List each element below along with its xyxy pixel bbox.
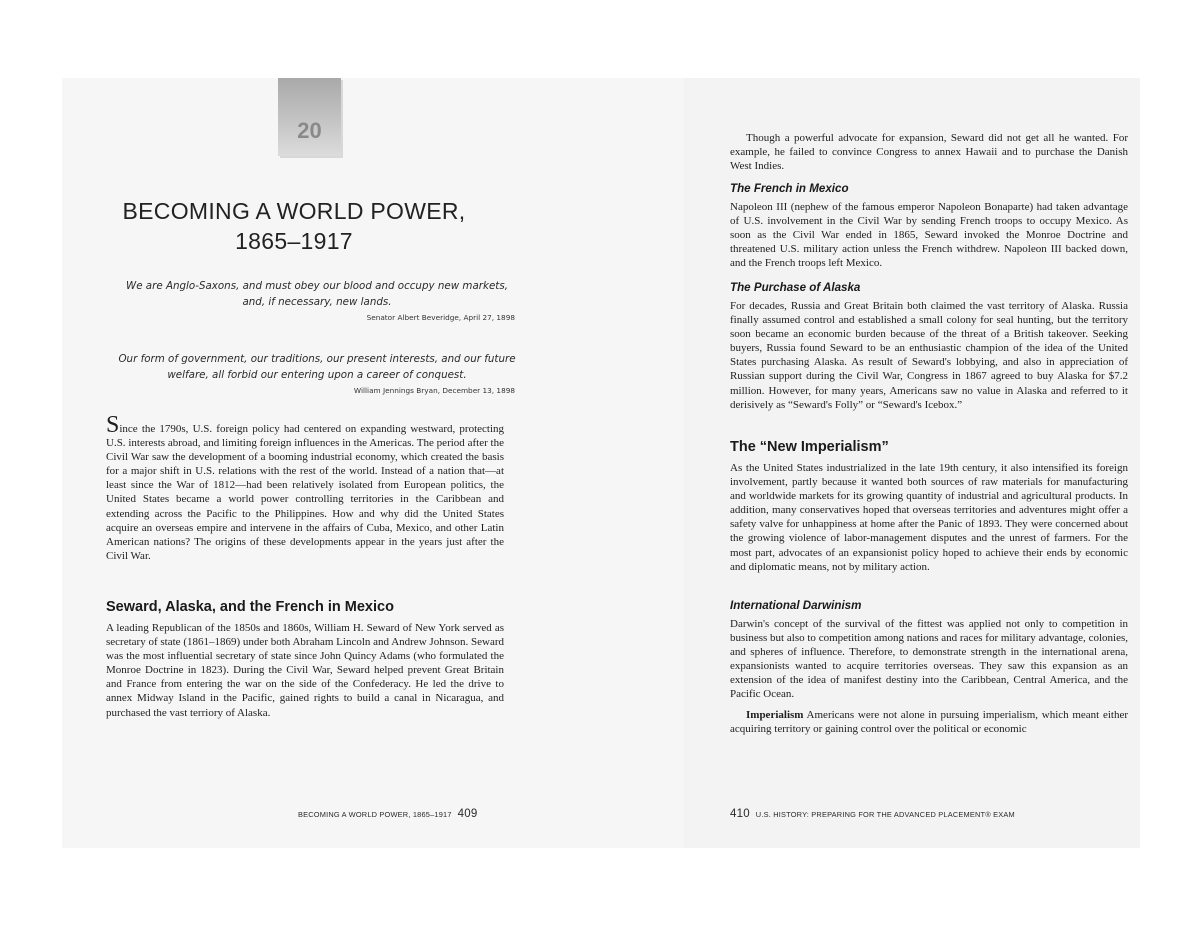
intro-paragraph-text: ince the 1790s, U.S. foreign policy had centered on expanding westward, protecting U.S. interests abroad, and limiting foreign influences in the Americas. The period after the Civil War saw the development of a booming industrial economy, which created the basis for a major shift in U.S. relations with the rest of the world. Instead of a nation that—at least since the War of 1812—had been relatively isolated from European politics, the United States became a world power controlling territories in the Caribbean and extending across the Pacific to the Philippines. How and why did the United States acquire an overseas empire and intervene in the affairs of Cuba, Mexico, and other Latin American nations? The origins of these developments appear in the years just after the Civil War.: [106, 423, 504, 562]
drop-cap: S: [106, 412, 120, 438]
epigraph-quote: Our form of government, our traditions, our present interests, and our future welfare, all forbid our entering upon a career of conquest.: [118, 353, 516, 381]
darwinism-paragraph: Darwin's concept of the survival of the fittest was applied not only to competition in business but also to competition among nations and races for military advantage, colonies, and spheres of influence. Therefore, to demonstrate strength in the international arena, expansionists wanted to acquire territories overseas. They saw this expansion as an extension of the idea of manifest destiny into the Caribbean, Central America, and the Pacific Ocean.: [730, 618, 1128, 701]
subheading-international-darwinism: International Darwinism: [730, 599, 862, 612]
chapter-title-line1: BECOMING A WORLD POWER,: [122, 198, 466, 224]
subheading-french-in-mexico: The French in Mexico: [730, 182, 849, 195]
book-spread: [62, 78, 1140, 848]
heading-new-imperialism: The “New Imperialism”: [730, 439, 889, 455]
running-footer-title: U.S. HISTORY: PREPARING FOR THE ADVANCED PLACEMENT® EXAM: [755, 810, 1015, 819]
chapter-number: 20: [297, 118, 322, 143]
page-number: 409: [457, 808, 478, 820]
seward-paragraph: A leading Republican of the 1850s and 1860s, William H. Seward of New York served as secretary of state (1861–1869) under both Abraham Lincoln and Andrew Johnson. Seward was the most influential secretary of state since John Quincy Adams (who formulated the Monroe Doctrine in 1823). During the Civil War, Seward helped prevent Great Britain and France from entering the war on the side of the Confederacy. He led the drive to annex Midway Island in the Pacific, gained rights to build a canal in Nicaragua, and purchased the vast terriory of Alaska.: [106, 622, 504, 719]
subheading-purchase-of-alaska: The Purchase of Alaska: [730, 281, 861, 294]
epigraph-beveridge: [117, 278, 517, 322]
page-number: 410: [730, 808, 750, 820]
left-page-footer: [298, 808, 483, 820]
epigraph-attribution: Senator Albert Beveridge, April 27, 1898: [366, 313, 515, 322]
imperialism-paragraph: As the United States industrialized in the late 19th century, it also intensified its foreign involvement, partly because it wanted both sources of raw materials for manufacturing and worldwide markets for its growing quantity of industrial and agricultural products. In addition, many conservatives hoped that overseas territories and adventures might offer a safety valve for unhappiness at home after the Panic of 1893. They were concerned about the growing violence of labor-management disputes and the unrest of farmers. For the most part, advocates of an expansionist policy hoped to achieve their ends by economic and diplomatic means, not by military action.: [730, 462, 1128, 573]
chapter-title: [82, 196, 506, 256]
chapter-number-tab: [278, 78, 341, 156]
epigraph-bryan: [117, 351, 517, 395]
french-paragraph: Napoleon III (nephew of the famous emperor Napoleon Bonaparte) had taken advantage of U.S. involvement in the Civil War by sending French troops to occupy Mexico. As soon as the Civil War ended in 1865, Seward invoked the Monroe Doctrine and threatened U.S. military action unless the French withdrew. Napoleon III backed down, and the French troops left Mexico.: [730, 201, 1128, 270]
intro-paragraph: [106, 412, 504, 563]
epigraph-quote: We are Anglo-Saxons, and must obey our blood and occupy new markets, and, if necessary, new lands.: [126, 280, 508, 308]
right-page-footer: [730, 808, 1015, 820]
left-page: [62, 78, 582, 848]
alaska-paragraph: For decades, Russia and Great Britain both claimed the vast territory of Alaska. Russia finally assumed control and established a small colony for seal hunting, but the territory soon became an economic burden because of the threat of a British takeover. Seeking buyers, Russia found Seward to be an enthusiastic champion of the idea of the United States purchasing Alaska. As result of Seward's lobbying, and also in appreciation of Russian support during the Civil War, Congress in 1867 agreed to buy Alaska for $7.2 million. However, for many years, Americans saw no value in Alaska and referred to it derisively as “Seward's Folly” or “Seward's Icebox.”: [730, 300, 1128, 411]
right-page: [684, 78, 1140, 848]
runin-text: Americans were not alone in pursuing imperialism, which meant either acquiring territory or gaining control over the political or economic: [730, 709, 1128, 736]
imperialism-runin-paragraph: [730, 708, 1128, 736]
section-heading-seward: Seward, Alaska, and the French in Mexico: [106, 599, 394, 615]
runin-heading: Imperialism: [746, 709, 804, 721]
running-footer-title: BECOMING A WORLD POWER, 1865–1917: [298, 810, 452, 819]
chapter-title-line2: 1865–1917: [235, 228, 353, 254]
opening-paragraph: Though a powerful advocate for expansion, Seward did not get all he wanted. For example, he failed to convince Congress to annex Hawaii and to purchase the Danish West Indies.: [730, 132, 1128, 173]
epigraph-attribution: William Jennings Bryan, December 13, 1898: [353, 386, 515, 395]
